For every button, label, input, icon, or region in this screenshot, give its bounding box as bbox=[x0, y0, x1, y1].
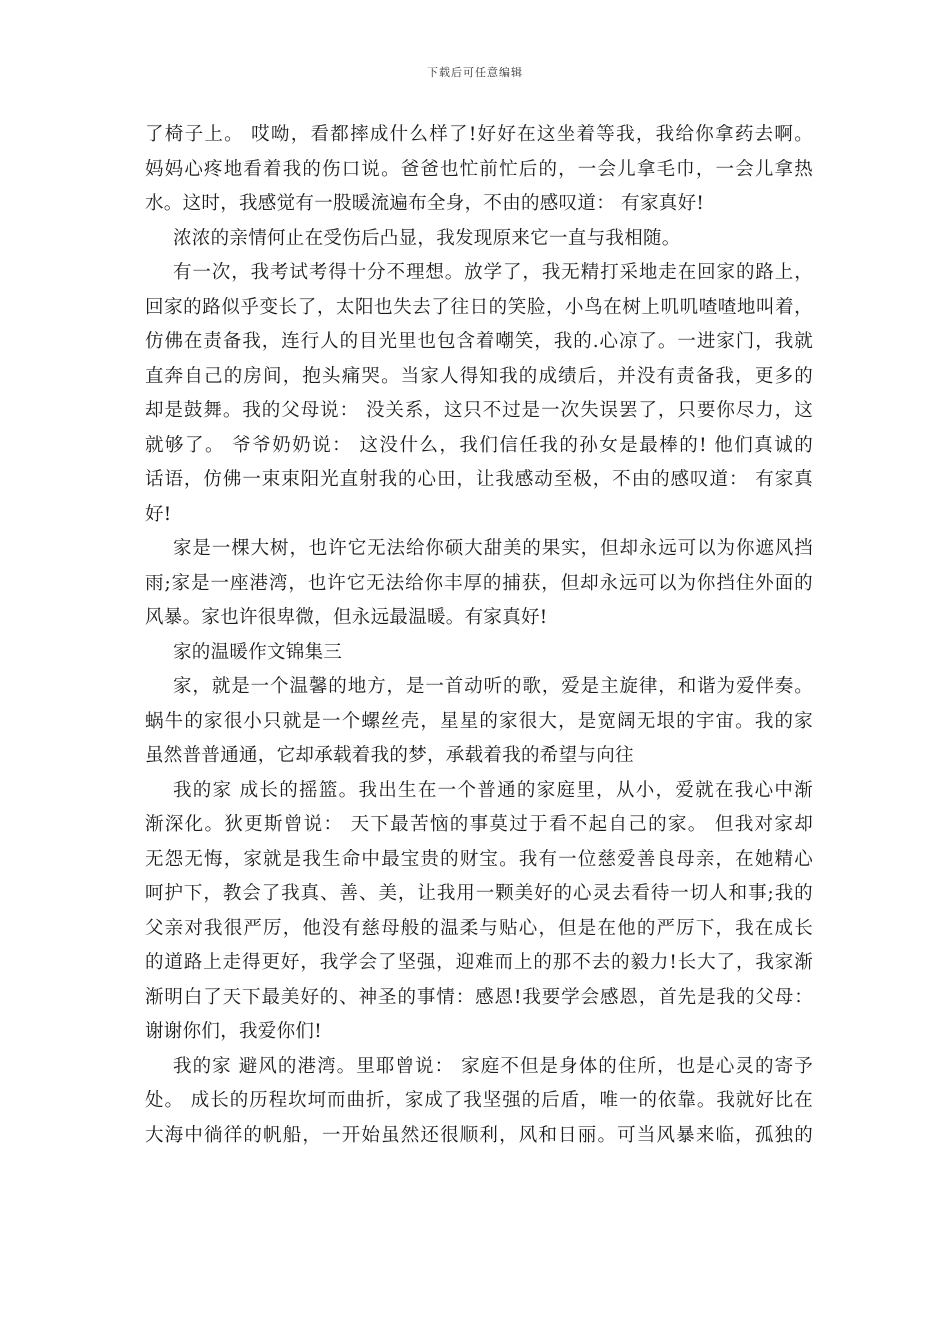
text-line: 呵护下，教会了我真、善、美，让我用一颗美好的心灵去看待一切人和事;我的 bbox=[145, 883, 813, 904]
text-line: 渐明白了天下最美好的、神圣的事情：感恩!我要学会感恩，首先是我的父母： bbox=[145, 986, 813, 1008]
text-line: 无怨无悔，家就是我生命中最宝贵的财宝。我有一位慈爱善良母亲，在她精心 bbox=[145, 848, 813, 870]
text-line: 妈妈心疼地看着我的伤口说。爸爸也忙前忙后的，一会儿拿毛巾，一会儿拿热 bbox=[145, 158, 813, 180]
text-line: 直奔自己的房间，抱头痛哭。当家人得知我的成绩后，并没有责备我，更多的 bbox=[145, 365, 813, 387]
text-line: 话语，仿佛一束束阳光直射我的心田，让我感动至极，不由的感叹道： 有家真 bbox=[145, 469, 813, 490]
text-line: 风暴。家也许很卑微，但永远最温暖。有家真好! bbox=[145, 607, 548, 628]
text-line: 仿佛在责备我，连行人的目光里也包含着嘲笑，我的.心凉了。一进家门，我就 bbox=[145, 331, 813, 352]
text-line: 浓浓的亲情何止在受伤后凸显，我发现原来它一直与我相随。 bbox=[173, 227, 681, 249]
text-line: 我的家 成长的摇篮。我出生在一个普通的家庭里，从小，爱就在我心中渐 bbox=[173, 779, 813, 801]
text-line: 家的温暖作文锦集三 bbox=[173, 641, 343, 663]
text-line: 的道路上走得更好，我学会了坚强，迎难而上的那不去的毅力!长大了，我家渐 bbox=[145, 952, 813, 973]
text-line: 处。 成长的历程坎坷而曲折，家成了我坚强的后盾，唯一的依靠。我就好比在 bbox=[145, 1090, 813, 1111]
text-line: 家是一棵大树，也许它无法给你硕大甜美的果实，但却永远可以为你遮风挡 bbox=[173, 538, 813, 559]
text-line: 雨;家是一座港湾，也许它无法给你丰厚的捕获，但却永远可以为你挡住外面的 bbox=[145, 572, 813, 594]
text-line: 家，就是一个温馨的地方，是一首动听的歌，爱是主旋律，和谐为爱伴奏。 bbox=[173, 676, 813, 697]
text-line: 虽然普普通通，它却承载着我的梦，承载着我的希望与向往 bbox=[145, 745, 634, 766]
document-body bbox=[145, 118, 813, 1153]
text-line: 就够了。 爷爷奶奶说： 这没什么，我们信任我的孙女是最棒的! 他们真诚的 bbox=[145, 434, 813, 456]
text-line: 谢谢你们，我爱你们! bbox=[145, 1021, 322, 1042]
text-line: 好! bbox=[145, 503, 172, 525]
text-line: 渐深化。狄更斯曾说： 天下最苦恼的事莫过于看不起自己的家。 但我对家却 bbox=[145, 814, 813, 835]
page-header: 下载后可任意编辑 bbox=[427, 66, 523, 79]
text-line: 大海中徜徉的帆船，一开始虽然还很顺利，风和日丽。可当风暴来临，孤独的 bbox=[145, 1124, 813, 1146]
text-line: 水。这时，我感觉有一股暖流遍布全身，不由的感叹道： 有家真好! bbox=[145, 193, 705, 214]
text-line: 有一次，我考试考得十分不理想。放学了，我无精打采地走在回家的路上， bbox=[173, 262, 813, 283]
text-line: 了椅子上。 哎呦，看都摔成什么样了!好好在这坐着等我，我给你拿药去啊。 bbox=[145, 124, 813, 145]
text-line: 回家的路似乎变长了，太阳也失去了往日的笑脸，小鸟在树上叽叽喳喳地叫着， bbox=[145, 296, 813, 318]
text-line: 却是鼓舞。我的父母说： 没关系，这只不过是一次失误罢了，只要你尽力，这 bbox=[145, 400, 813, 421]
text-line: 父亲对我很严厉，他没有慈母般的温柔与贴心，但是在他的严厉下，我在成长 bbox=[145, 917, 813, 939]
text-line: 我的家 避风的港湾。里耶曾说： 家庭不但是身体的住所，也是心灵的寄予 bbox=[173, 1055, 813, 1077]
text-line: 蜗牛的家很小只就是一个螺丝壳，星星的家很大，是宽阔无垠的宇宙。我的家 bbox=[145, 710, 813, 732]
